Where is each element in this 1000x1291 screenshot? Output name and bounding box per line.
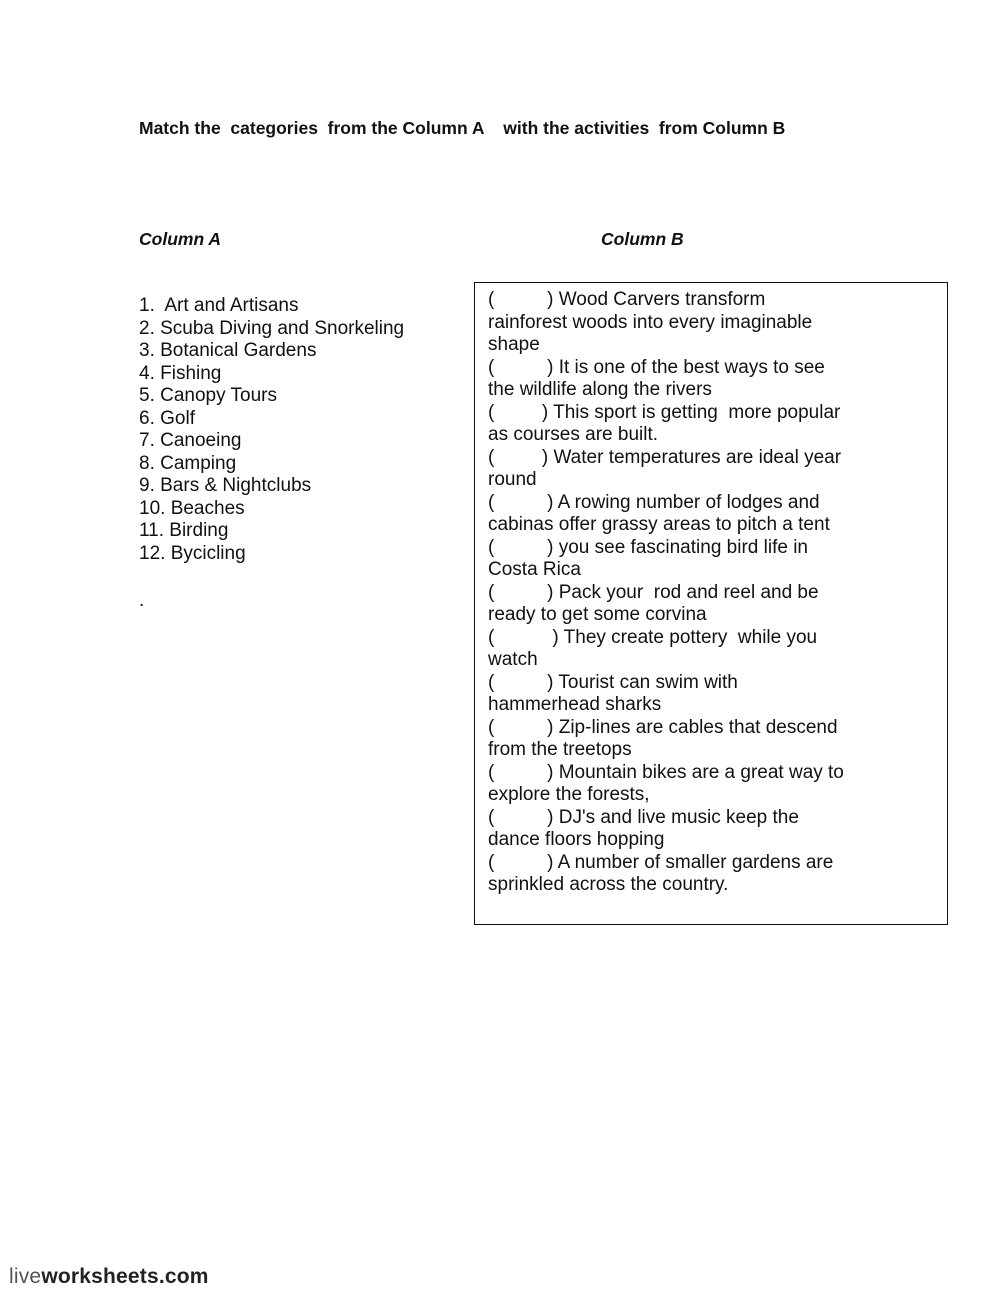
column-b-item: ( ) It is one of the best ways to see the wildlife along the rivers [488,356,836,400]
column-b-item: ( ) Water temperatures are ideal year round [488,446,847,490]
column-a-item: 12. Bycicling [139,542,246,564]
column-b-item: ( ) This sport is getting more popular as courses are built. [488,401,846,445]
column-b-item: ( ) Pack your rod and reel and be ready to get some corvina [488,581,824,625]
column-a-item: 3. Botanical Gardens [139,340,317,361]
column-b-item: ( ) Wood Carvers transform rainforest woods into every imaginable shape [488,289,818,355]
column-a-item: 4. Fishing [139,362,222,384]
column-a-item: 2. Scuba Diving and Snorkeling [139,317,405,339]
logo-text-live: live [9,1265,42,1288]
instructions-title: Match the categories from the Column A with the activities from Column B [139,118,786,138]
column-b-item: ( ) Mountain bikes are a great way to explore the forests, [488,761,850,805]
logo-text-worksheets: worksheets.com [41,1265,209,1288]
column-a-list [139,295,404,565]
column-a-item: 9. Bars & Nightclubs [139,475,312,496]
column-b-item: ( ) DJ's and live music keep the dance floors hopping [488,806,805,850]
column-a-item: 5. Canopy Tours [139,385,278,406]
column-a-item: 7. Canoeing [139,430,242,451]
column-a-item: 8. Camping [139,452,237,474]
column-a-item: 11. Birding [139,520,229,541]
column-a-item: 10. Beaches [139,497,245,519]
column-b-item: ( ) A rowing number of lodges and cabinas offer grassy areas to pitch a tent [488,491,830,535]
column-b-list [488,289,848,897]
column-b-item: ( ) Zip-lines are cables that descend from the treetops [488,716,843,760]
liveworksheets-logo[interactable] [9,1264,209,1290]
column-b-item: ( ) Tourist can swim with hammerhead sharks [488,671,744,715]
column-b-item: ( ) you see fascinating bird life in Costa Rica [488,536,814,580]
column-a-item: 6. Golf [139,407,195,429]
column-b-box [474,282,948,925]
stray-period-mark: . [139,590,145,611]
column-b-item: ( ) A number of smaller gardens are sprinkled across the country. [488,851,839,895]
column-b-heading: Column B [601,229,684,249]
column-a-heading: Column A [139,229,221,249]
column-b-item: ( ) They create pottery while you watch [488,626,823,670]
column-a-item: 1. Art and Artisans [139,295,299,316]
